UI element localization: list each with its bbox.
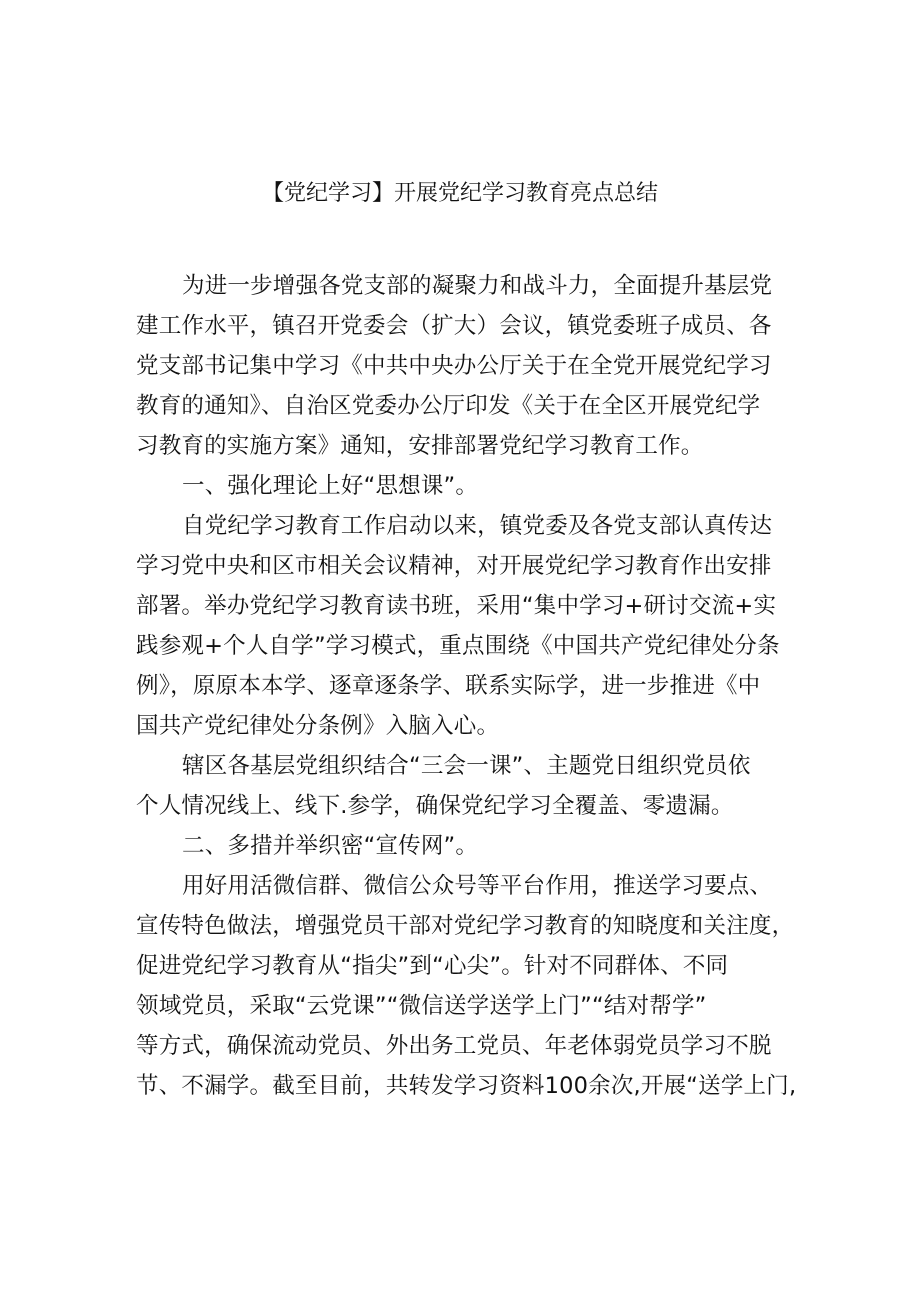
paragraph-line: 习教育的实施方案》通知，安排部署党纪学习教育工作。 [136,433,704,459]
document-body [136,266,796,1106]
paragraph-line: 例》，原原本本学、逐章逐条学、联系实际学，进一步推进《中 [136,673,761,699]
paragraph-line: 宣传特色做法，增强党员干部对党纪学习教育的知晓度和关注度， [136,913,795,939]
paragraph-line: 用好用活微信群、微信公众号等平台作用，推送学习要点、 [182,873,773,899]
paragraph-line: 教育的通知》、自治区党委办公厅印发《关于在全区开展党纪学 [136,393,761,419]
paragraph-line: 建工作水平，镇召开党委会（扩大）会议，镇党委班子成员、各 [136,313,772,339]
paragraph-line: 党支部书记集中学习《中共中央办公厅关于在全党开展党纪学习 [136,353,772,379]
document-title: 【党纪学习】开展党纪学习教育亮点总结 [261,181,658,206]
paragraph-line: 节、不漏学。截至目前，共转发学习资料100余次,开展“送学上门, [136,1073,797,1099]
paragraph-line: 践参观+个人自学”学习模式，重点围绕《中国共产党纪律处分条 [136,633,780,659]
paragraph-line: 等方式，确保流动党员、外出务工党员、年老体弱党员学习不脱 [136,1033,772,1059]
section-heading: 二、多措并举织密“宣传网”。 [182,833,479,859]
paragraph-line: 个人情况线上、线下.参学，确保党纪学习全覆盖、零遗漏。 [136,793,734,819]
paragraph-line: 辖区各基层党组织结合“三会一课”、主题党日组织党员依 [182,753,751,779]
paragraph-line: 学习党中央和区市相关会议精神，对开展党纪学习教育作出安排 [136,553,772,579]
paragraph-line: 为进一步增强各党支部的凝聚力和战斗力，全面提升基层党 [182,273,773,299]
paragraph-line: 自党纪学习教育工作启动以来，镇党委及各党支部认真传达 [182,513,773,539]
section-heading: 一、强化理论上好“思想课”。 [182,473,479,499]
paragraph-line: 部署。举办党纪学习教育读书班，采用“集中学习+研讨交流+实 [136,593,777,619]
paragraph-line: 领域党员，采取“云党课”“微信送学送学上门”“结对帮学” [136,993,707,1019]
paragraph-line: 促进党纪学习教育从“指尖”到“心尖”。针对不同群体、不同 [136,953,729,979]
paragraph-line: 国共产党纪律处分条例》入脑入心。 [136,713,500,739]
